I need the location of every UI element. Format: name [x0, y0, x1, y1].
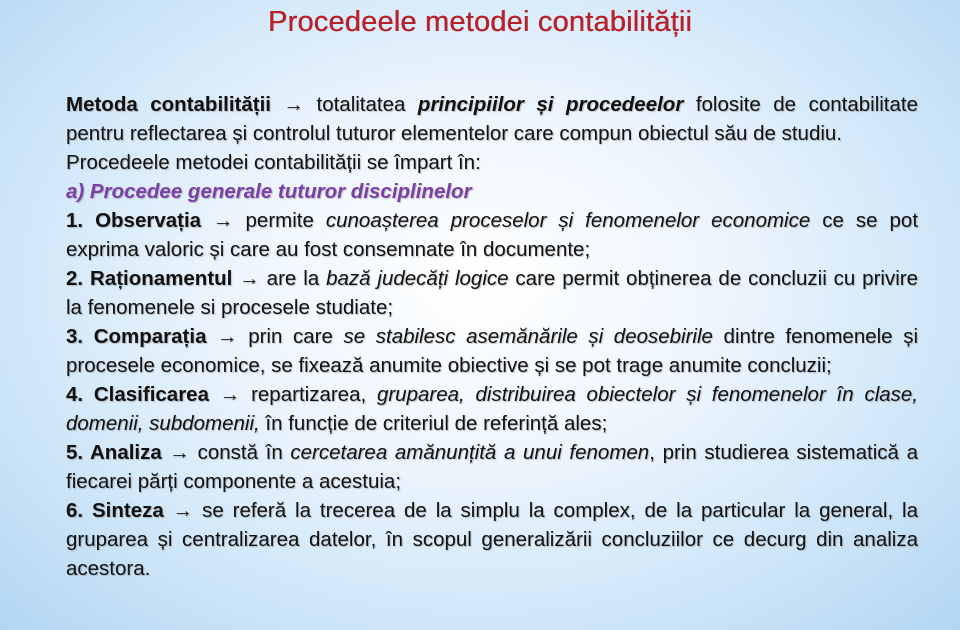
list-item: [66, 206, 918, 264]
intro-term: Metoda contabilității: [66, 93, 271, 116]
arrow-icon: →: [169, 441, 190, 464]
item-emphasis: se stabilesc asemănările și deosebirile: [343, 325, 713, 348]
list-item: [66, 264, 918, 322]
item-term: 3. Comparația: [66, 325, 207, 348]
item-pre: repartizarea,: [240, 383, 377, 406]
intro-text-2: folosite de contabilitate pentru reflectarea și controlul tuturor elementelor care compun obiectul său de studiu.: [66, 93, 918, 145]
item-pre: permite: [233, 209, 326, 232]
item-term: 5. Analiza: [66, 441, 162, 464]
item-term: 1. Observația: [66, 209, 202, 232]
item-post: care permit obținerea de concluzii cu privire la fenomenele si procesele studiate;: [66, 267, 919, 319]
intro-emphasis: principiilor și procedeelor: [417, 93, 684, 116]
item-pre: se referă la trecerea de la simplu la complex, de la particular la general, la gruparea și centralizarea datelor, în scopul generalizării concluziilor ce decurg din analiza acestora.: [66, 499, 919, 580]
item-term: 4. Clasificarea: [66, 383, 209, 406]
item-emphasis: bază judecăți logice: [326, 267, 509, 290]
item-term: 2. Raționamentul: [66, 267, 233, 290]
item-post: ce se pot exprima valoric și care au fost consemnate în documente;: [66, 209, 919, 261]
list-item: [66, 438, 918, 496]
item-pre: prin care: [237, 325, 344, 348]
arrow-icon: →: [217, 325, 238, 348]
list-item: [66, 380, 918, 438]
split-line: Procedeele metodei contabilității se împart în:: [66, 151, 481, 174]
arrow-icon: →: [239, 267, 260, 290]
subheading: a) Procedee generale tuturor disciplinelor: [66, 180, 472, 203]
item-emphasis: gruparea, distribuirea obiectelor și fenomenelor în clase, domenii, subdomenii,: [66, 383, 918, 435]
arrow-icon: →: [172, 499, 194, 522]
arrow-icon: →: [219, 383, 241, 406]
intro-paragraph: [66, 90, 918, 148]
list-item: [66, 322, 918, 380]
item-pre: constă în: [189, 441, 291, 464]
intro-text-1: totalitatea: [304, 93, 418, 116]
arrow-icon: →: [213, 209, 234, 232]
list-item: [66, 496, 918, 583]
item-term: 6. Sinteza: [66, 499, 164, 522]
item-pre: are la: [259, 267, 327, 290]
item-emphasis: cunoașterea proceselor și fenomenelor economice: [325, 209, 811, 232]
item-post: , prin studierea sistematică a fiecarei părți componente a acestuia;: [66, 441, 918, 493]
page-title: Procedeele metodei contabilității: [267, 6, 693, 38]
arrow-icon: →: [283, 93, 304, 116]
item-emphasis: cercetarea amănunțită a unui fenomen: [290, 441, 650, 464]
document-body: [66, 90, 918, 583]
item-post: în funcție de criteriul de referință ales;: [259, 412, 608, 435]
item-post: dintre fenomenele și procesele economice, se fixează anumite obiective și se pot trage anumite concluzii;: [66, 325, 918, 377]
